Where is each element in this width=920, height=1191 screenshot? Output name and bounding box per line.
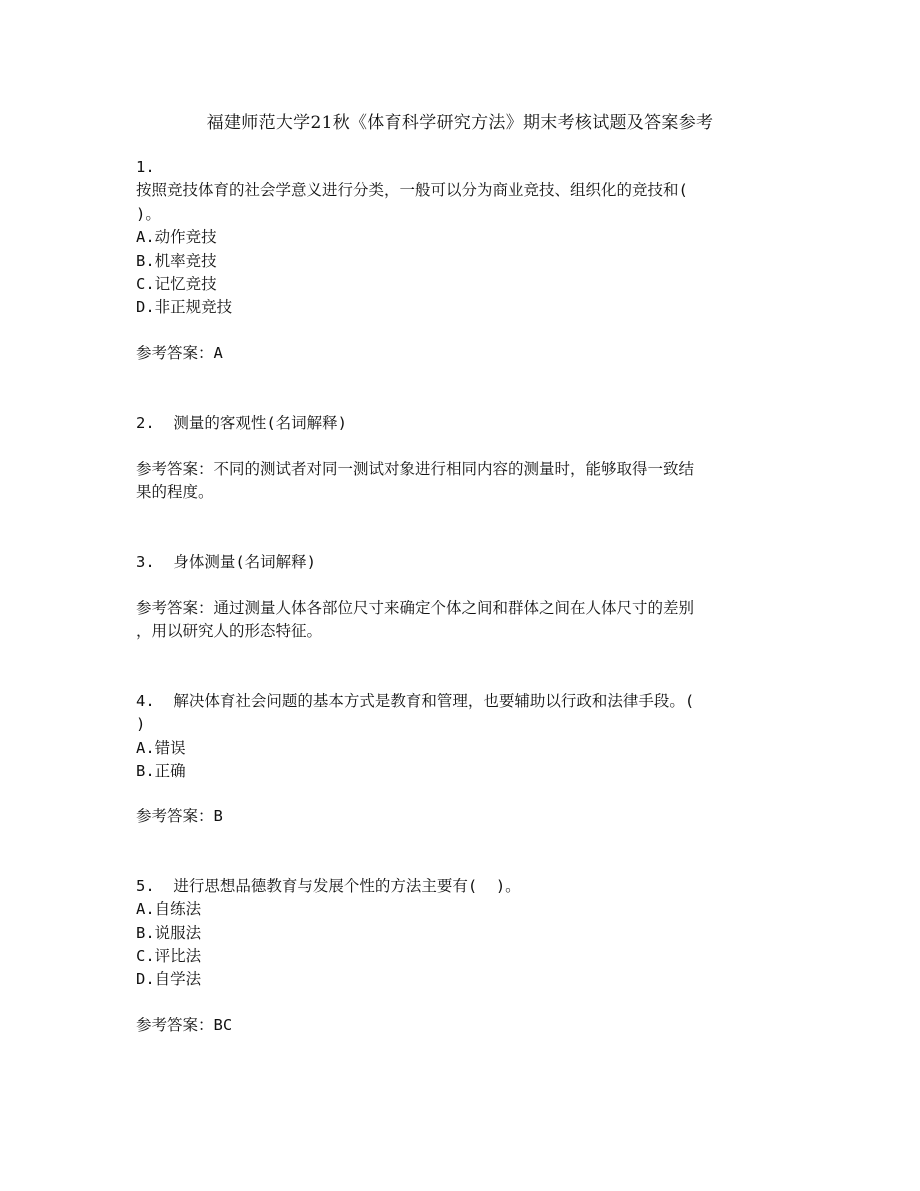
answer-line: 参考答案：通过测量人体各部位尺寸来确定个体之间和群体之间在人体尺寸的差别 <box>136 598 695 617</box>
question-3 <box>136 551 796 643</box>
option-d: D.非正规竞技 <box>136 298 233 317</box>
question-4 <box>136 690 796 829</box>
question-5 <box>136 875 796 1037</box>
answer-line: 果的程度。 <box>136 483 214 502</box>
answer-line: 参考答案：不同的测试者对同一测试对象进行相同内容的测量时，能够取得一致结 <box>136 459 695 478</box>
option-a: A.动作竞技 <box>136 228 217 247</box>
option-d: D.自学法 <box>136 970 202 989</box>
question-stem-line: ) <box>136 715 146 734</box>
question-stem-line: 3. 身体测量(名词解释) <box>136 553 316 572</box>
question-number: 1. <box>136 158 155 176</box>
answer: 参考答案：A <box>136 343 223 362</box>
answer-line: ，用以研究人的形态特征。 <box>136 622 323 641</box>
option-a: A.错误 <box>136 738 186 757</box>
document-title: 福建师范大学21秋《体育科学研究方法》期末考核试题及答案参考 <box>206 113 714 133</box>
option-c: C.评比法 <box>136 946 202 965</box>
answer: 参考答案：BC <box>136 1015 233 1034</box>
question-2 <box>136 412 796 504</box>
question-1 <box>136 156 796 365</box>
question-list <box>136 156 796 1037</box>
option-c: C.记忆竞技 <box>136 275 217 294</box>
question-stem-line: 按照竞技体育的社会学意义进行分类，一般可以分为商业竞技、组织化的竞技和( <box>136 181 688 200</box>
question-stem-line: 5. 进行思想品德教育与发展个性的方法主要有( )。 <box>136 876 521 895</box>
answer: 参考答案：B <box>136 807 223 826</box>
question-stem-line: 2. 测量的客观性(名词解释) <box>136 414 347 433</box>
option-b: B.说服法 <box>136 923 202 942</box>
option-b: B.正确 <box>136 761 186 780</box>
answer <box>136 458 796 505</box>
answer <box>136 597 796 644</box>
option-b: B.机率竞技 <box>136 251 217 270</box>
option-a: A.自练法 <box>136 900 202 919</box>
question-stem-line: )。 <box>136 204 161 223</box>
question-stem-line: 4. 解决体育社会问题的基本方式是教育和管理，也要辅助以行政和法律手段。( <box>136 691 695 710</box>
